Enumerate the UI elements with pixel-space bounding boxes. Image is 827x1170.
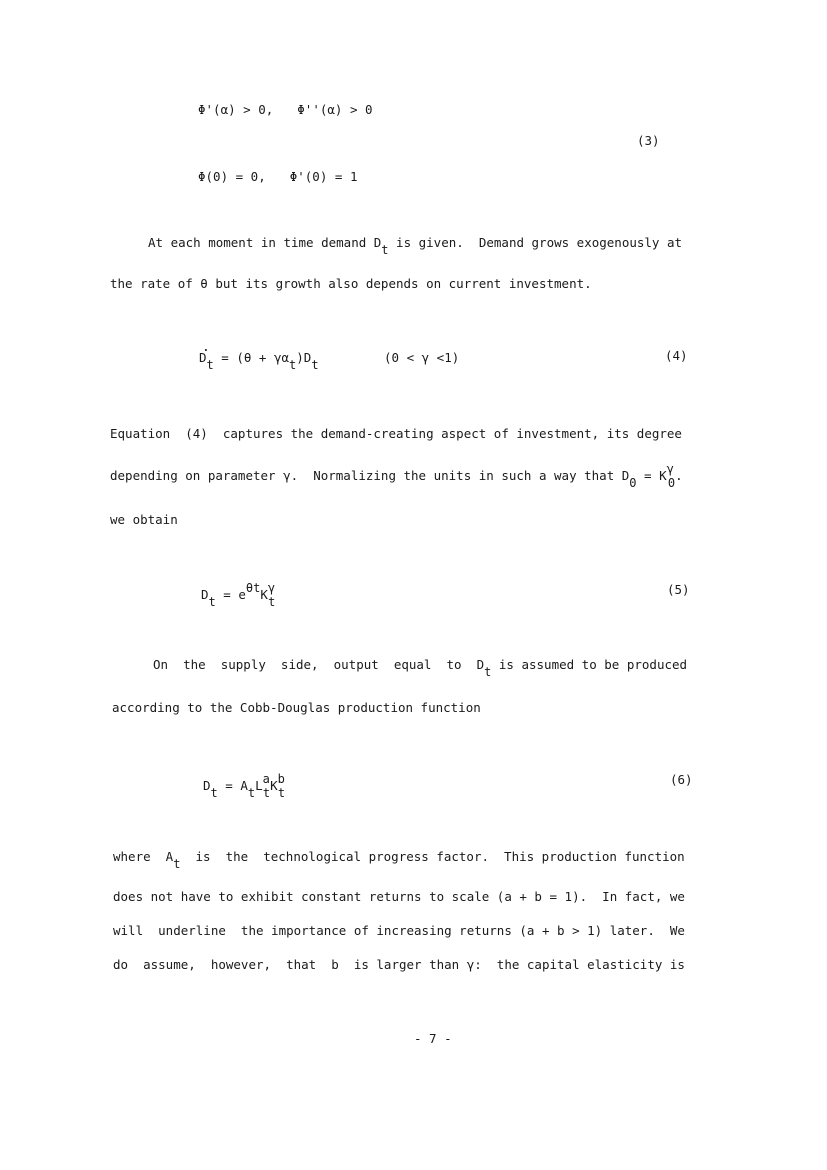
p4-line4: do assume, however, that b is larger than γ: the capital elasticity is bbox=[113, 957, 685, 972]
eq4-condition: (0 < γ <1) bbox=[384, 350, 460, 365]
p1-line2: the rate of θ but its growth also depends on current investment. bbox=[110, 276, 592, 291]
page-number: - 7 - bbox=[414, 1031, 452, 1046]
eq3-line1 bbox=[198, 104, 373, 117]
p4-line3: will underline the importance of increasing returns (a + b > 1) later. We bbox=[113, 923, 685, 938]
p2-line3: we obtain bbox=[110, 512, 178, 527]
eq4-lhs: . D bbox=[199, 350, 207, 365]
p1-line1: At each moment in time demand Dt is given. Demand grows exogenously at bbox=[148, 235, 683, 257]
eq6-number: (6) bbox=[670, 772, 693, 787]
eq3-line2-b: Φ'(0) = 1 bbox=[289, 169, 358, 184]
eq6: Dt = AtLatKbt bbox=[203, 772, 286, 800]
eq3-line1-b: Φ''(α) > 0 bbox=[297, 102, 373, 117]
eq5: Dt = eθtKγt bbox=[201, 581, 276, 609]
eq3-line2 bbox=[198, 171, 357, 184]
eq3-line1-a: Φ'(α) > 0, bbox=[198, 102, 274, 117]
p4-line2: does not have to exhibit constant returns to scale (a + b = 1). In fact, we bbox=[113, 889, 685, 904]
eq3-number: (3) bbox=[637, 133, 660, 148]
eq5-number: (5) bbox=[667, 582, 690, 597]
eq4-number: (4) bbox=[665, 348, 688, 363]
eq3-line2-a: Φ(0) = 0, bbox=[198, 169, 266, 184]
p2-line2: depending on parameter γ. Normalizing the units in such a way that D0 = Kγ0. bbox=[110, 462, 683, 490]
p3-line2: according to the Cobb-Douglas production function bbox=[112, 700, 481, 715]
p2-line1: Equation (4) captures the demand-creating aspect of investment, its degree bbox=[110, 426, 682, 441]
p4-line1: where At is the technological progress factor. This production function bbox=[113, 849, 685, 871]
p3-line1: On the supply side, output equal to Dt is assumed to be produced bbox=[153, 657, 688, 679]
eq4: . Dt = (θ + γαt)Dt bbox=[199, 352, 319, 365]
